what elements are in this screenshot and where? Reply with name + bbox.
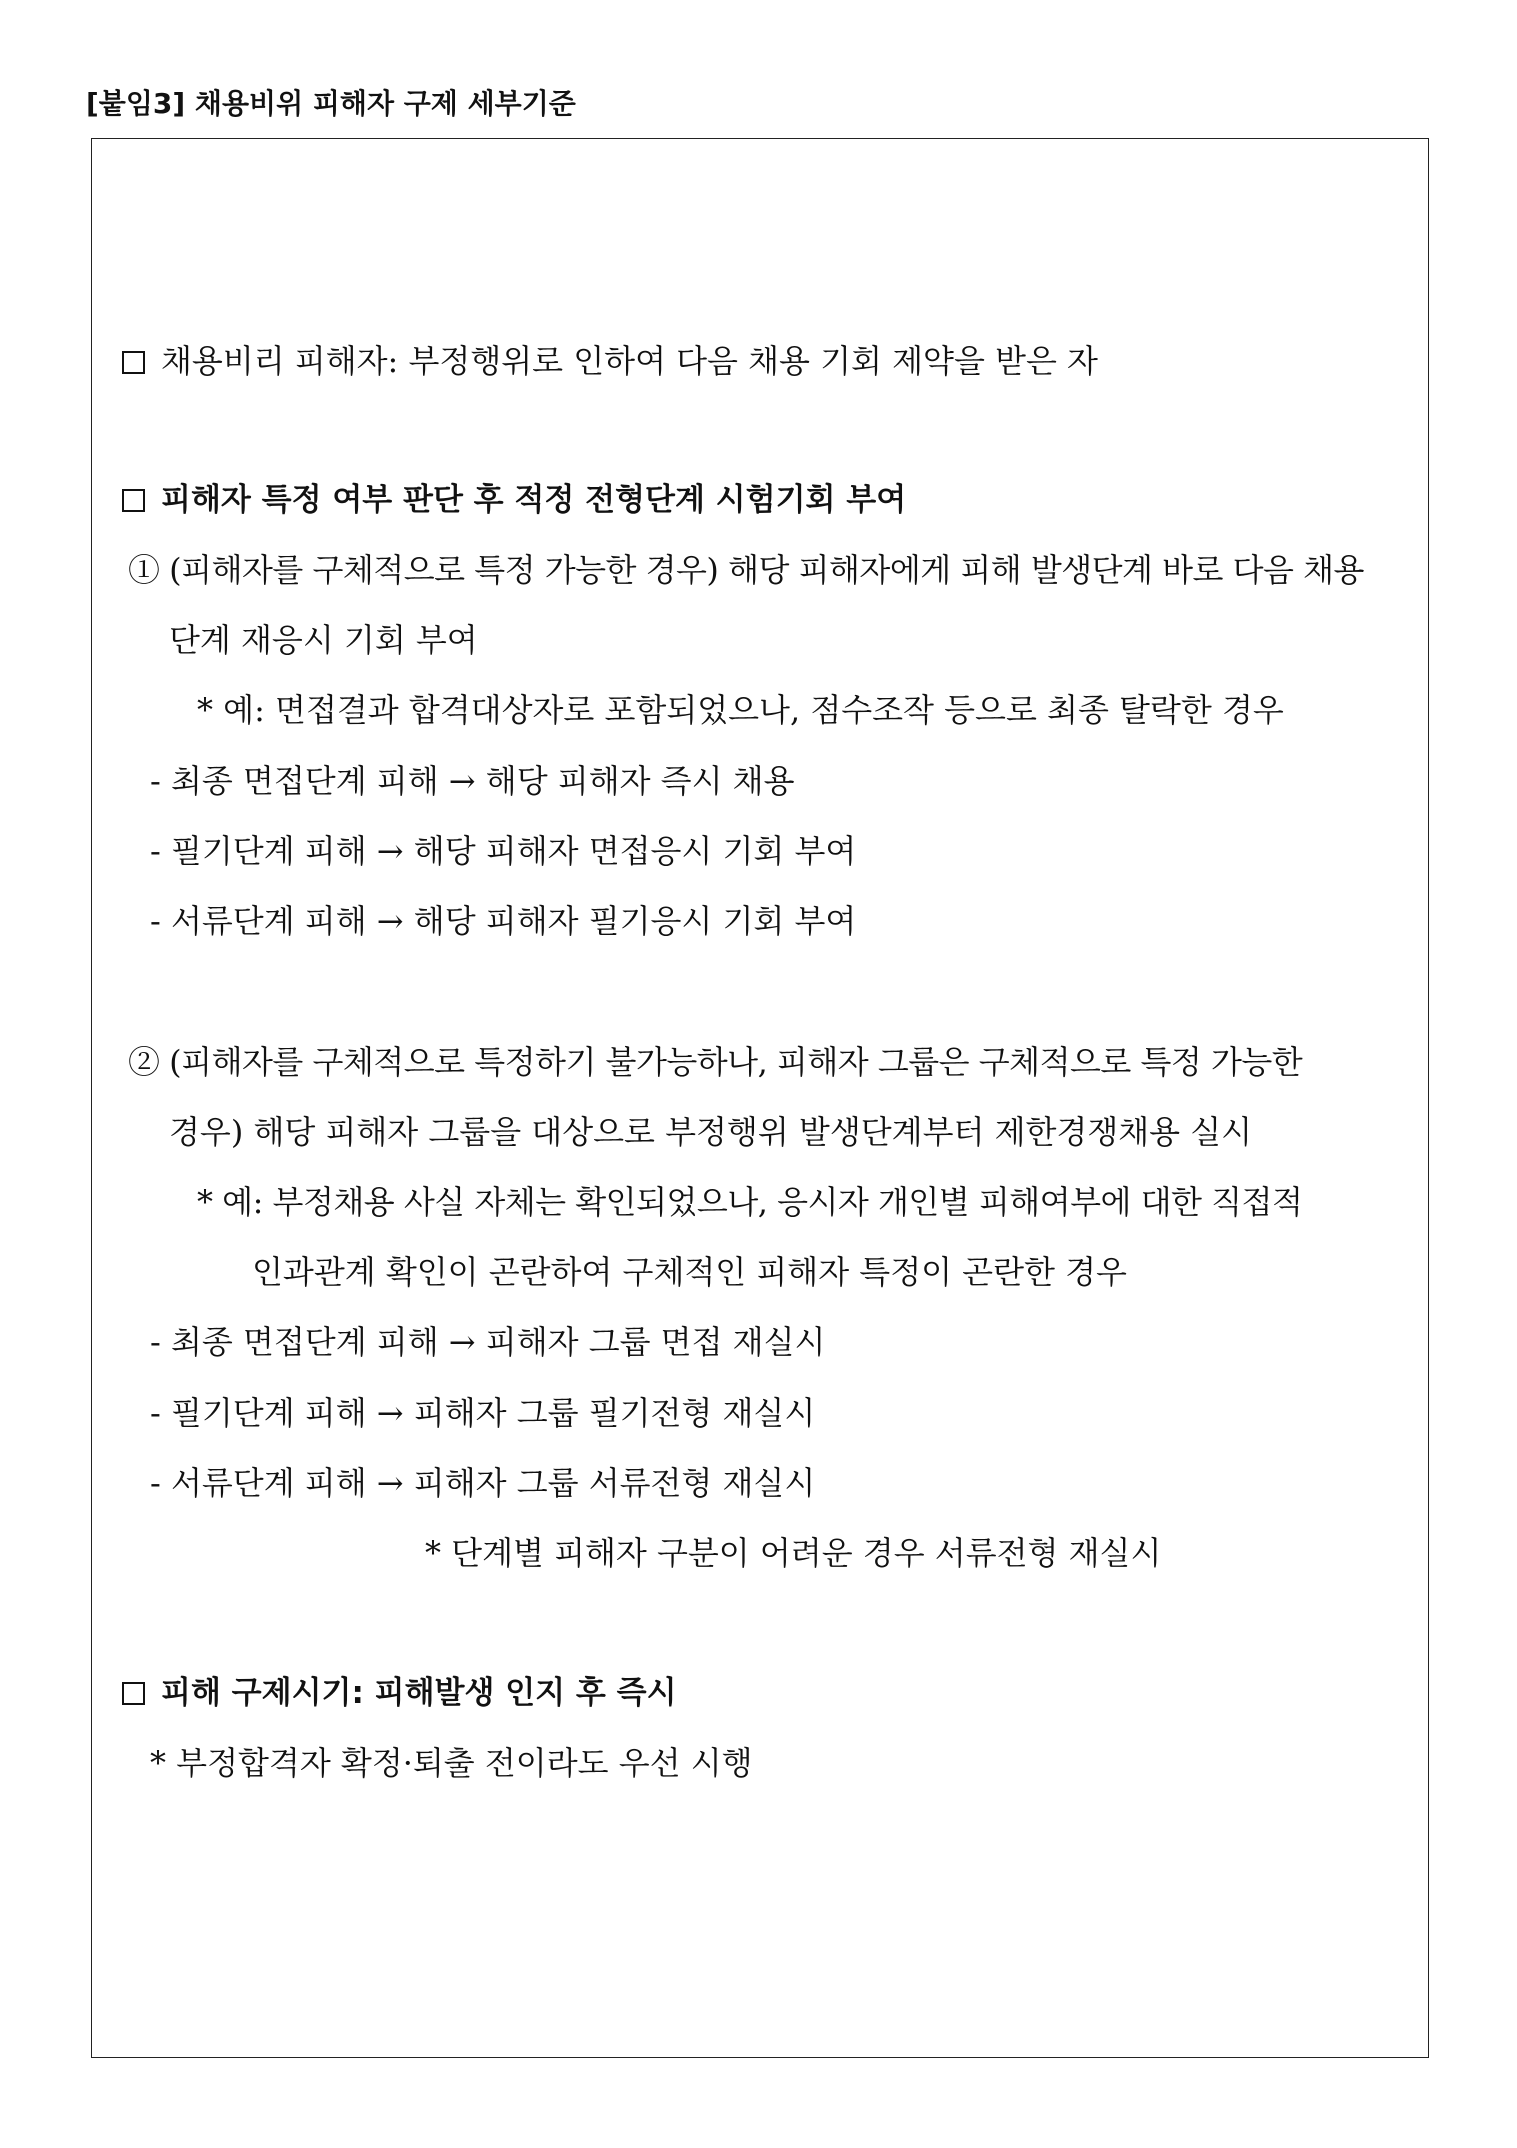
case1-line2: 단계 재응시 기회 부여 [169, 621, 478, 659]
case1-item: - 서류단계 피해 → 해당 피해자 필기응시 기회 부여 [150, 902, 857, 940]
definition-item [122, 341, 1098, 381]
case2-item: - 서류단계 피해 → 피해자 그룹 서류전형 재실시 [150, 1464, 816, 1502]
case2-item: - 최종 면접단계 피해 → 피해자 그룹 면접 재실시 [150, 1323, 826, 1361]
checkbox-square-icon [122, 489, 145, 512]
case2-note-line1: * 예: 부정채용 사실 자체는 확인되었으나, 응시자 개인별 피해여부에 대한 직접적 [197, 1183, 1303, 1221]
case2-footnote: * 단계별 피해자 구분이 어려운 경우 서류전형 재실시 [425, 1534, 1162, 1572]
case1-item: - 필기단계 피해 → 해당 피해자 면접응시 기회 부여 [150, 832, 857, 870]
checkbox-square-icon [122, 351, 145, 374]
grant-heading: 피해자 특정 여부 판단 후 적정 전형단계 시험기회 부여 [161, 482, 907, 518]
document-title: [붙임3] 채용비위 피해자 구제 세부기준 [86, 87, 576, 120]
definition-text: 채용비리 피해자: 부정행위로 인하여 다음 채용 기회 제약을 받은 자 [161, 342, 1098, 380]
timing-heading: 피해 구제시기: 피해발생 인지 후 즉시 [161, 1675, 677, 1711]
case2-note-line2: 인과관계 확인이 곤란하여 구체적인 피해자 특정이 곤란한 경우 [252, 1253, 1127, 1291]
checkbox-square-icon [122, 1682, 145, 1705]
case2-line2: 경우) 해당 피해자 그룹을 대상으로 부정행위 발생단계부터 제한경쟁채용 실시 [169, 1113, 1253, 1151]
timing-note: * 부정합격자 확정·퇴출 전이라도 우선 시행 [150, 1744, 753, 1782]
grant-heading-item [122, 480, 906, 520]
case1-note: * 예: 면접결과 합격대상자로 포함되었으나, 점수조작 등으로 최종 탈락한 경우 [197, 691, 1284, 729]
case1-item: - 최종 면접단계 피해 → 해당 피해자 즉시 채용 [150, 762, 795, 800]
case2-item: - 필기단계 피해 → 피해자 그룹 필기전형 재실시 [150, 1394, 816, 1432]
case1-line1: ① (피해자를 구체적으로 특정 가능한 경우) 해당 피해자에게 피해 발생단계 바로 다음 채용 [128, 551, 1364, 589]
case2-line1: ② (피해자를 구체적으로 특정하기 불가능하나, 피해자 그룹은 구체적으로 특정 가능한 [128, 1043, 1303, 1081]
timing-heading-item [122, 1673, 677, 1713]
